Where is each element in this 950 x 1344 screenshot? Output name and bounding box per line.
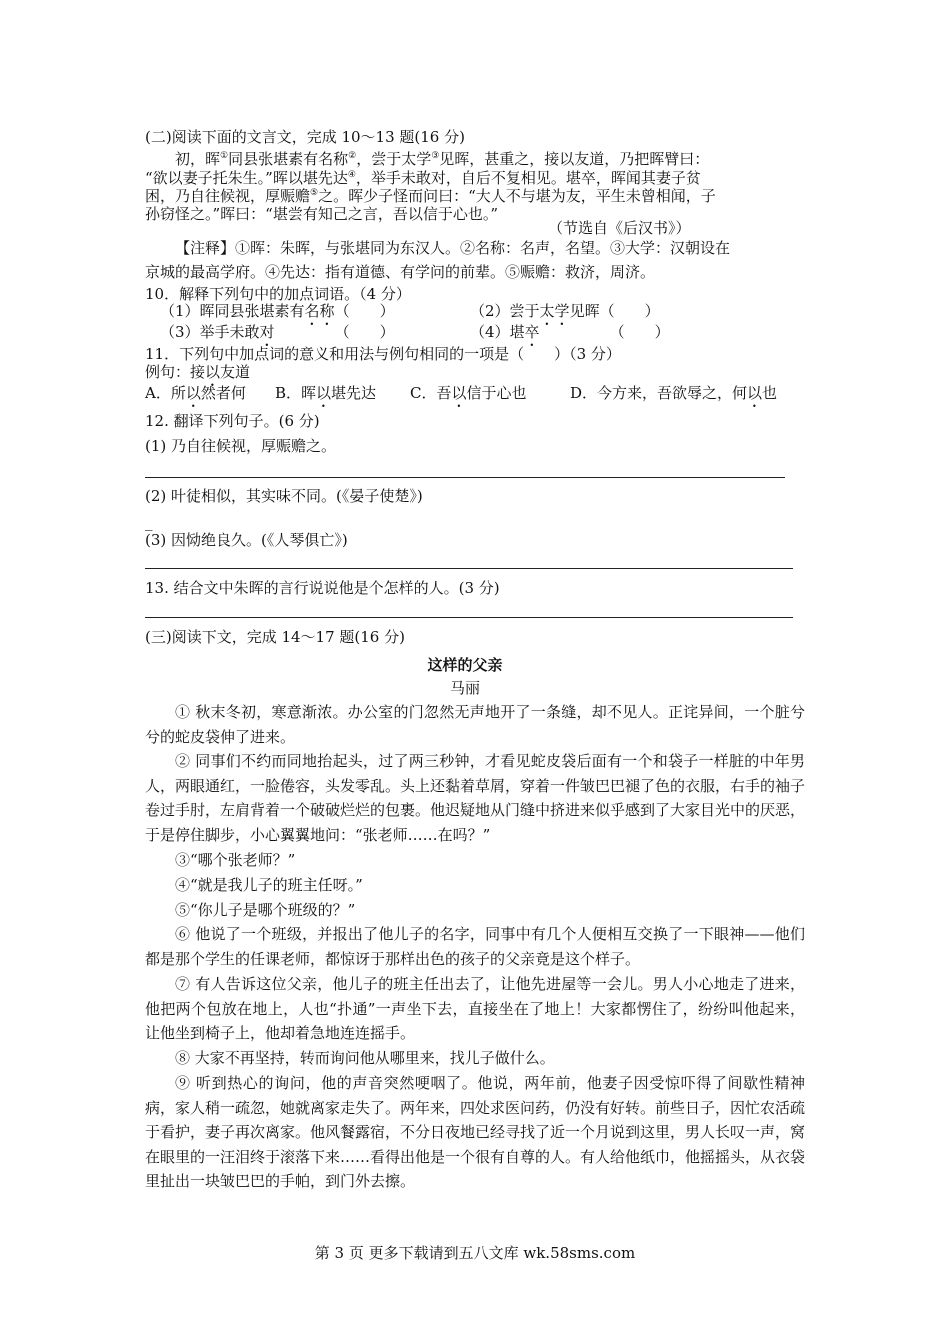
page-footer: 第 3 页 更多下载请到五八文库 wk.58sms.com [314,1244,636,1262]
q12-sentence-3: (3) 因恸绝良久。(《人琴俱亡》) [145,531,348,549]
section3-heading: (三)阅读下文，完成 14～17 题(16 分) [145,628,405,646]
text: 信于心也 [466,384,527,402]
source-citation: （节选自《后汉书》） [548,219,691,237]
text: 堪先达 [331,384,377,402]
classical-line-4: 孙窃怪之。”晖曰：“堪尝有知己之言，吾以信于心也。” [145,205,499,223]
q11-stem: 11．下列句中加点词的意义和用法与例句相同的一项是（ ）（3 分） [145,345,621,363]
dotted-word: 以 [451,384,467,402]
paragraph-6: ⑥ 他说了一个班级，并报出了他儿子的名字，同事中有几个人便相互交换了一下眼神——他们都是那个学生的任课老师，都惊讶于那样出色的孩子的父亲竟是这个样子。 [145,925,805,968]
paragraph-5: ⑤“你儿子是哪个班级的？” [175,901,356,919]
option-c[interactable] [410,383,527,411]
text: 同县张堪素有名称 [228,150,349,168]
text: 见晖 [569,302,600,320]
q12-sentence-1: (1) 乃自往候视，厚赈赡之。 [145,437,337,455]
text: （4）堪 [470,323,525,341]
text: 困，乃自往候视，厚赈赡 [145,187,311,205]
notes-line-2: 京城的最高学府。④先达：指有道德、有学问的前辈。⑤赈赡：救济，周济。 [145,263,656,281]
dotted-word: 以 [747,384,763,402]
note-ref: ⑤ [310,188,319,198]
dotted-word: 以 [185,384,201,402]
text: ，尝于太学 [356,150,432,168]
notes-line-1: 【注释】①晖：朱晖，与张堪同为东汉人。②名称：名声，名望。③大学：汉朝设在 [175,239,731,257]
paragraph-1: ① 秋末冬初，寒意渐浓。办公室的门忽然无声地开了一条缝，却不见人。正诧异间，一个脏兮兮的蛇皮袋伸了进来。 [145,703,805,746]
dotted-word: 名称 [304,302,335,320]
classical-line-2 [145,168,701,188]
paragraph-9: ⑨ 听到热心的询问，他的声音突然哽咽了。他说，两年前，他妻子因受惊吓得了间歇性精神病，家人稍一疏忽，她就离家走失了。两年来，四处求医问药，仍没有好转。前些日子，因忙农活疏于看护，妻子再次离家。他风餐露宿，不分日夜地已经寻找了近一个月说到这里，男人长叹一声，窝在眼里的一汪泪终于滚落下来……看得出他是一个很有自尊的人。有人给他纸巾，他摇摇头，从衣袋里扯出一块皱巴巴的手帕，到门外去擦。 [145,1074,806,1191]
dotted-word: 以 [316,384,332,402]
q13-stem: 13. 结合文中朱晖的言行说说他是个怎样的人。(3 分) [145,579,500,597]
note-ref: ④ [347,170,356,180]
answer-line[interactable] [145,477,785,478]
text: 之。晖少子怪而问曰：“大人不与堪为友，平生未曾相闻，子 [318,187,716,205]
text: 然者何 [200,384,246,402]
text: C．吾 [410,384,452,402]
note-ref: ① [220,151,229,161]
note-ref: ② [348,151,357,161]
paragraph-7: ⑦ 有人告诉这位父亲，他儿子的班主任出去了，让他先进屋等一会儿。男人小心地走了进来，他把两个包放在地上，人也“扑通”一声坐下去，直接坐在了地上！大家都愣住了，纷纷叫他起来，让他坐到椅子上，他却着急地连连摇手。 [145,975,805,1043]
text: B．晖 [275,384,317,402]
dotted-word: 太学 [539,302,570,320]
q12-stem: 12. 翻译下列句子。(6 分) [145,412,320,430]
answer-blank[interactable]: （ ） [609,323,670,341]
paragraph-2: ② 同事们不约而同地抬起头，过了两三秒钟，才看见蛇皮袋后面有一个和袋子一样脏的中年男人，两眼通红，一脸倦容，头发零乱。头上还黏着草屑，穿着一件皱巴巴褪了色的衣服，右手的袖子卷过手肘，左肩背着一个破破烂烂的包裹。他迟疑地从门缝中挤进来似乎感到了大家目光中的厌恶，于是停住脚步，小心翼翼地问：“张老师……在吗？” [145,752,806,844]
answer-blank[interactable]: （ ） [334,302,395,320]
q12-sentence-2: (2) 叶徒相似，其实味不同。(《晏子使楚》) [145,487,423,505]
text: 友道 [220,363,251,381]
text: （3）举手未敢 [160,323,260,341]
q11-options [145,383,805,405]
text: 例句：接 [145,363,206,381]
text: A．所 [145,384,186,402]
option-d[interactable] [570,383,777,411]
q10-stem: 10．解释下列句中的加点词语。（4 分） [145,285,411,303]
paragraph-4: ④“就是我儿子的班主任呀。” [175,876,363,894]
dotted-word: 以 [205,363,221,381]
option-a[interactable] [145,383,246,411]
text: 见晖，甚重之，接以友道，乃把晖臂曰： [439,150,710,168]
text: （1）晖同县张堪素有 [160,302,305,320]
option-b[interactable] [275,383,376,411]
classical-line-3 [145,186,716,206]
answer-line[interactable] [145,568,793,569]
text: ，举手未敢对，自后不复相见。堪卒，晖闻其妻子贫 [355,169,701,187]
text: 也 [762,384,778,402]
note-ref: ③ [431,151,440,161]
article-author: 马丽 [449,679,480,697]
answer-line[interactable] [145,617,793,618]
answer-blank[interactable]: （ ） [334,323,395,341]
dotted-word: 卒 [524,323,540,341]
article-title: 这样的父亲 [427,656,503,674]
text: （2）尝于 [470,302,540,320]
text: “欲以妻子托朱生。”晖以堪先达 [145,169,348,187]
paragraph-8: ⑧ 大家不再坚持，转而询问他从哪里来，找儿子做什么。 [175,1049,555,1067]
paragraph-3: ③“哪个张老师？” [175,851,296,869]
answer-blank[interactable]: （ ） [599,302,660,320]
section2-heading: (二)阅读下面的文言文，完成 10～13 题(16 分) [145,128,465,146]
classical-line-1 [175,149,709,169]
text: 初，晖 [175,150,221,168]
q12-mark: _ [145,513,153,531]
text: D．今方来，吾欲辱之，何 [570,384,748,402]
dotted-word: 对 [259,323,275,341]
